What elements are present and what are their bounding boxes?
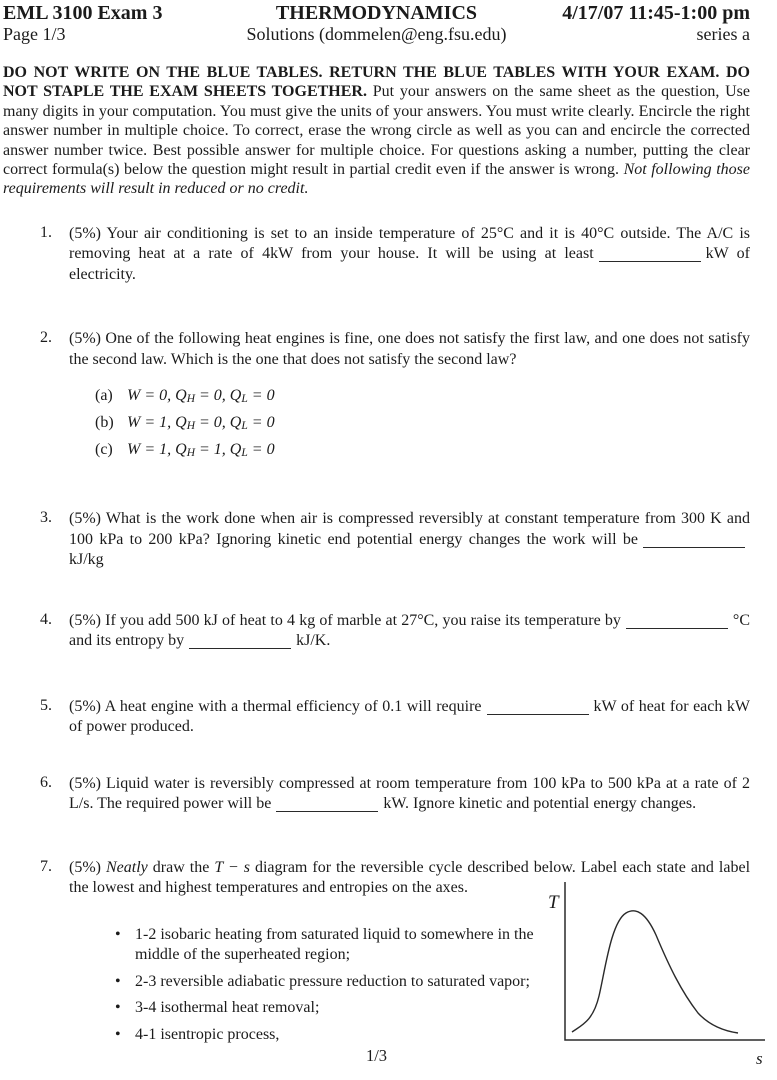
ts-diagram: [542, 874, 767, 1074]
question-text: kW of electricity.: [69, 245, 751, 283]
header-right: [507, 2, 750, 44]
course-code: EML 3100 Exam 3: [3, 2, 163, 24]
question-body: [69, 697, 750, 738]
question-number: 6.: [40, 773, 52, 791]
question-body: [69, 224, 750, 286]
question-number: 4.: [40, 610, 52, 628]
bullet-icon: •: [115, 999, 121, 1017]
question-text: (5%) Your air conditioning is set to an inside temperature of 25°C and it is 40°C outside. The A/C is removing heat at a rate of 4kW from your house. It will be using at least: [69, 224, 750, 263]
bullet-text: 4-1 isentropic process,: [135, 1025, 280, 1043]
question-text: °C and its entropy by: [69, 611, 750, 650]
answer-blank: [626, 616, 728, 629]
question-text: (5%) One of the following heat engines is fine, one does not satisfy the first law, and one does not satisfy the second law. Which is the one that does not satisfy the second law?: [69, 330, 750, 368]
instructions-normal: Put your answers on the same sheet as the question, Use many digits in your computation. You must give the units of your answers. You must write clearly. Encircle the right answer number in multiple choice. To correct, erase the wrong circle as well as you can and encircle the corrected answer number twice. Best possible answer for multiple choice. For questions asking a number, putting the clear correct formula(s) below the question might result in partial credit even if the answer is wrong.: [3, 83, 751, 179]
question-text: draw the: [147, 858, 215, 876]
answer-blank: [599, 249, 701, 262]
question-body: [69, 329, 750, 465]
option-c: [95, 438, 750, 465]
instructions-bold: DO NOT WRITE ON THE BLUE TABLES. RETURN THE BLUE TABLES WITH YOUR EXAM. DO NOT STAPLE THE EXAM SHEETS TOGETHER.: [3, 64, 750, 101]
question-text: (5%) If you add 500 kJ of heat to 4 kg of marble at 27°C, you raise its temperature by: [69, 611, 621, 629]
answer-blank: [189, 636, 291, 649]
question-5: [40, 697, 750, 738]
bullet-icon: •: [115, 972, 121, 990]
exam-header: [3, 2, 750, 44]
question-2: [40, 329, 750, 465]
header-center: [246, 2, 506, 44]
saturation-dome-curve: [572, 911, 738, 1033]
question-6: [40, 774, 750, 815]
choice-list: [95, 384, 750, 465]
bullet-item: [115, 998, 537, 1019]
question-text: (5%) A heat engine with a thermal efficiency of 0.1 will require: [69, 697, 482, 715]
question-text: kJ/kg: [69, 551, 104, 569]
bullet-item: [115, 925, 537, 966]
header-left: [3, 2, 246, 44]
exam-series: series a: [696, 24, 750, 44]
bullet-text: 1-2 isobaric heating from saturated liquid to somewhere in the middle of the superheated region;: [135, 925, 534, 964]
answer-blank: [276, 799, 378, 812]
question-number: 3.: [40, 509, 52, 527]
question-number: 7.: [40, 857, 52, 875]
question-text: kW. Ignore kinetic and potential energy changes.: [383, 795, 697, 813]
answer-blank: [487, 702, 589, 715]
question-body: [69, 774, 750, 815]
bullet-text: 3-4 isothermal heat removal;: [135, 999, 320, 1017]
temperature-axis-label: T: [548, 891, 559, 913]
exam-datetime: 4/17/07 11:45-1:00 pm: [562, 2, 750, 24]
page-footer: [3, 1046, 750, 1066]
exam-instructions: [3, 63, 750, 199]
question-text: (5%) What is the work done when air is compressed reversibly at constant temperature from 300 K and 100 kPa to 200 kPa? Ignoring kinetic end potential energy changes the work will be: [69, 510, 750, 548]
question-3: [40, 509, 750, 571]
option-formula: W = 1, $Q_H = 1$, $Q_L = 0$: [127, 441, 275, 460]
question-body: [69, 509, 750, 571]
option-label: (c): [95, 441, 113, 459]
question-number: 1.: [40, 223, 52, 241]
bullet-text: 2-3 reversible adiabatic pressure reduction to saturated vapor;: [135, 972, 530, 990]
page-indicator: 1/3: [365, 1046, 388, 1065]
option-a: [95, 384, 750, 411]
ts-math-label: T − s: [214, 858, 250, 876]
page-number: Page 1/3: [3, 24, 66, 44]
option-formula: W = 0, $Q_H = 0$, $Q_L = 0$: [127, 387, 275, 406]
question-text: (5%): [69, 858, 106, 876]
option-label: (b): [95, 414, 114, 432]
question-text: kJ/K.: [296, 632, 331, 650]
question-text: (5%) Liquid water is reversibly compressed at room temperature from 100 kPa to 500 kPa at a rate of 2 L/s. The required power will be: [69, 774, 750, 813]
answer-blank: [643, 535, 745, 548]
bullet-list: [115, 925, 537, 1046]
exam-subtitle: Solutions (dommelen@eng.fsu.edu): [246, 24, 507, 44]
diagram-axes: [565, 882, 765, 1040]
bullet-item: [115, 1025, 537, 1046]
option-formula: W = 1, $Q_H = 0$, $Q_L = 0$: [127, 414, 275, 433]
instructions-italic: Not following those requirements will result in reduced or no credit.: [3, 161, 750, 198]
entropy-axis-label: s: [756, 1048, 763, 1068]
question-text: kW of heat for each kW of power produced.: [69, 697, 750, 736]
bullet-icon: •: [115, 1025, 121, 1043]
question-number: 5.: [40, 696, 52, 714]
bullet-icon: •: [115, 925, 121, 943]
question-1: [40, 224, 750, 286]
exam-title: THERMODYNAMICS: [275, 2, 478, 24]
option-label: (a): [95, 387, 113, 405]
question-text-italic: Neatly: [106, 858, 148, 876]
question-number: 2.: [40, 329, 52, 347]
bullet-item: [115, 972, 537, 993]
question-text: diagram for the reversible cycle described below. Label each state and label the lowest and highest temperatures and entropies on the axes.: [69, 858, 751, 897]
option-b: [95, 411, 750, 438]
question-4: [40, 611, 750, 652]
question-body: [69, 611, 750, 652]
